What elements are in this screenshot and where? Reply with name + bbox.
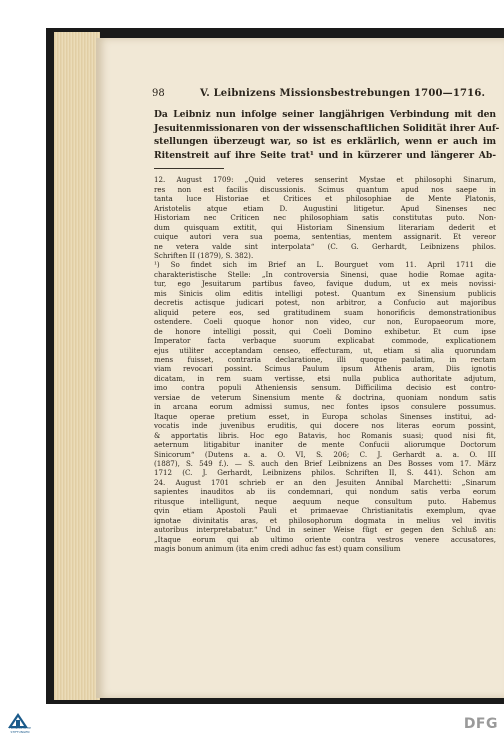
- footnote-line: de honore intelligi possit, qui Coeli Domino exhibetur. Et cum ipse: [154, 326, 496, 336]
- footnote-line: ejus utiliter acceptandam censeo, effecturam, ut, etiam si alia quorundam: [154, 345, 496, 355]
- body-text: [154, 108, 500, 162]
- footnote-rule: [154, 168, 224, 169]
- footnote-line: Historiam nec Criticen nec philosophiam satis constitutas puto. Non-: [154, 213, 496, 223]
- footnote-line: mens fuisset, contraria declaratione, illi quoque paulatim, in rectam: [154, 354, 496, 364]
- running-head-title: V. Leibnizens Missionsbestrebungen 1700—1716.: [200, 88, 486, 99]
- footnote-line: Schriften II (1879), S. 382).: [154, 251, 254, 260]
- footnote-line: (1887), S. 549 f.). — S. auch den Brief Leibnizens an Des Bosses vom 17. März: [154, 458, 496, 468]
- page-edges: [54, 32, 100, 700]
- footnote-line: in arcana eorum admissi sumus, nec fontes ipsos consulere possumus.: [154, 402, 496, 412]
- footnote-line: aliquid petere eos, sed gratitudinem suam honorificis demonstrationibus: [154, 307, 496, 317]
- footnote-line: Aristotelis atque etiam D. Augustini litigetur. Apud Sinenses nec: [154, 203, 496, 213]
- footnote-line: Itaque operae pretium esset, in Europa scholas Sinenses institui, ad-: [154, 411, 496, 421]
- body-line: Da Leibniz nun infolge seiner langjährigen Verbindung mit den: [154, 109, 496, 120]
- page-content: [152, 88, 500, 554]
- logo-label: FRANCKESCHE STIFTUNGEN: [8, 726, 32, 734]
- footnote-line: autoribus interpretabatur.“ Und in seiner Weise fügt er gegen den Schluß an:: [154, 525, 496, 535]
- body-line: Jesuitenmissionaren von der wissenschaftlichen Solidität ihrer Auf-: [154, 122, 500, 134]
- footnote-line: viam revocari possint. Scimus Paulum ipsum Athenis aram, Diis ignotis: [154, 364, 496, 374]
- footnote-line: 24. August 1701 schrieb er an den Jesuiten Annibal Marchetti: „Sinarum: [154, 477, 496, 487]
- footnote-line: ignotae divinitatis aras, et philosophorum dogmata in melius vel invitis: [154, 515, 496, 525]
- footnote-line: imo contra populi Atheniensis sensum. Difficilima decisio est contro-: [154, 383, 496, 393]
- footnote-line: decretis actisque judicari potest, non arbitror, a Confucio aut majoribus: [154, 298, 496, 308]
- page-number: 98: [152, 88, 165, 99]
- footnote-line: Sinicorum“ (Dutens a. a. O. VI, S. 206; C. J. Gerhardt a. a. O. III: [154, 449, 496, 459]
- footnote-line: 12. August 1709: „Quid veteres senserint Mystae et philosophi Sinarum,: [154, 175, 496, 185]
- footnote-line: ne vetera valde sint interpolata“ (C. G. Gerhardt, Leibnizens philos.: [154, 241, 496, 251]
- footnote-line: Imperator facta verbaque suorum explicabat commode, explicationem: [154, 336, 496, 346]
- footnote-line: versiae de veterum Sinensium mente & doctrina, quoniam nondum satis: [154, 392, 496, 402]
- footnote-line: ostendere. Coeli quoque honor non video, cur non, Europaeorum more,: [154, 317, 496, 327]
- footnote-line: „Itaque eorum qui ab ultimo oriente contra vestros venere accusatores,: [154, 534, 496, 544]
- footnote-line: sapientes inauditos ab iis condemnari, qui nondum satis verba eorum: [154, 487, 496, 497]
- footnote-line: dum quisquam extitit, qui Historiam Sinensium literariam dederit et: [154, 222, 496, 232]
- footnote-line: qvin etiam Apostoli Pauli et primaevae Christianitatis exemplum, qvae: [154, 506, 496, 516]
- footnote-line: magis bonum animum (ita enim credi adhuc fas est) quam consilium: [154, 544, 401, 554]
- footnote-line: cuique autori vera sua poema, sententias, mentem assignarit. Et vereor: [154, 232, 496, 242]
- footnote-line: aeternum litigabitur inaniter de mente Confucii aliorumque Doctorum: [154, 440, 496, 450]
- footnote-line: tur, ego Jesuitarum partibus faveo, favique dudum, ut ex meis novissi-: [154, 279, 496, 289]
- footnote-line: charakteristische Stelle: „In controversia Sinensi, quae hodie Romae agita-: [154, 269, 496, 279]
- footnote-line: dicatam, in rem suam vertisse, etsi nulla publica authoritate adjutum,: [154, 373, 496, 383]
- dfg-logo: DFG: [463, 716, 498, 732]
- footnote-line: ¹) So findet sich im Brief an L. Bourguet vom 11. April 1711 die: [154, 260, 496, 270]
- footnote-line: tanta luce Historiae et Critices et philosophiae de Mente Platonis,: [154, 194, 496, 204]
- footnote-line: mis Sinicis olim editis intelligi potest. Quantum ex Sinensium publicis: [154, 288, 496, 298]
- footnote-line: 1712 (C. J. Gerhardt, Leibnizens philos. Schriften II, S. 441). Schon am: [154, 468, 496, 478]
- footnote-line: res non est facilis discussionis. Scimus quantum apud nos saepe in: [154, 184, 496, 194]
- footnotes: [154, 175, 496, 553]
- running-head: [154, 88, 496, 106]
- footnote-line: vocatis inde juvenibus eruditis, qui docere nos literas eorum possint,: [154, 421, 496, 431]
- footnote-line: & apportatis libris. Hoc ego Batavis, hoc Romanis suasi; quod nisi fit,: [154, 430, 496, 440]
- body-line: Ritenstreit auf ihre Seite trat¹ und in kürzerer und längerer Ab-: [154, 149, 496, 161]
- body-line: stellungen überzeugt war, so ist es erklärlich, wenn er auch im: [154, 136, 496, 148]
- footnote-line: ritusque intelligunt, neque aequum neque consultum puto. Habemus: [154, 496, 496, 506]
